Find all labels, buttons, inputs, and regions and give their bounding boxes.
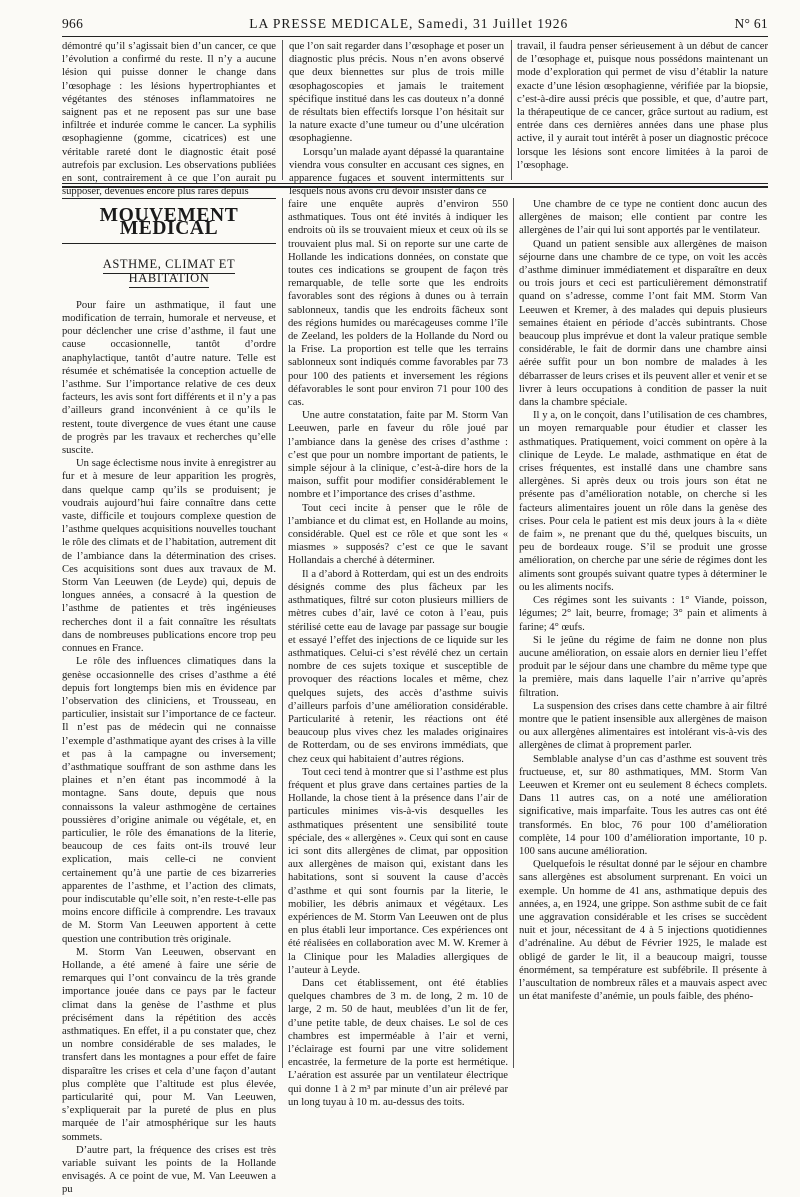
paragraph: Semblable analyse d’un cas d’asthme est souvent très fructueuse, et, sur 80 asthmatiques, MM. Storm Van Leeuwen et Kremer ont eu seulement 8 échecs complets. Dans 11 autres cas, on a noté une amélioration significative, mais imparfaite. Tous les autres cas ont été transformés. En bloc, 76 pour 100 d’amélioration complète, 14 pour 100 d’amélioration importante, 10 p. 100 sans aucune amélioration. [519, 753, 767, 857]
journal-title: LA PRESSE MEDICALE, Samedi, 31 Juillet 1926 [249, 16, 569, 31]
article-column-2 [288, 198, 508, 1108]
section-rule-thin [62, 183, 768, 184]
article-column-3 [519, 198, 767, 1068]
top-column-3 [517, 40, 768, 180]
paragraph: Ces régimes sont les suivants : 1° Viande, poisson, légumes; 2° lait, beurre, fromage; 3° pain et aliments à farine; 4° œufs. [519, 595, 767, 633]
paragraph: faire une enquête auprès d’environ 550 asthmatiques. Tous ont été invités à indiquer les endroits où ils se trouvaient mieux et ceux où ils se trouvaient plus mal. Si on reporte sur une carte de Hollande les indications données, on constate que toutes ces indications se groupent de façon très remarquable, de telle sorte que les endroits favorables sont des régions à dunes ou à terrain sablonneux, tandis que les endroits fâcheux sont des régions humides ou marécageuses comme l’île de Zeeland, les polders de la Hollande du Nord ou la Frise. La proportion est telle que les terrains sablonneux sont indiqués comme favorables par 73 pour 100 des patients et inversement les régions défavorables le sont pour environ 71 pour 100 des cas. [288, 199, 508, 409]
paragraph: Une autre constatation, faite par M. Storm Van Leeuwen, parle en faveur du rôle joué par l’ambiance dans la genèse des crises d’asthme : c’est que pour un nombre important de patients, le simple séjour à la clinique, c’est-à-dire hors de la maison, suffit pour modifier considérablement le nombre et l’importance des crises d’asthme. [288, 410, 508, 501]
paragraph: M. Storm Van Leeuwen, observant en Hollande, a été amené à faire une série de remarques qui l’ont convaincu de la très grande importance jouée dans ce pays par le facteur climat dans la genèse de l’asthme et plus précisément dans la répétition des accès asthmatiques. En effet, il a pu constater que, chez un nombre considérable de ses malades, le transfert dans les montagnes a pour effet de faire disparaître les crises et cela d’une façon d’autant plus complète que l’altitude est plus élevée, particularité qui, pour M. Van Leeuwen, s’expliquerait par la pureté de plus en plus marquée de l’air atmosphérique sur les hauts sommets. [62, 946, 276, 1143]
column-divider [511, 40, 512, 180]
paragraph: Lorsqu’un malade ayant dépassé la quarantaine viendra vous consulter en accusant ces signes, en apparence fugaces et souvent intermittents sur lesquels nous avons cru devoir insister dans ce [289, 146, 504, 198]
column-divider [513, 198, 514, 1068]
paragraph: Il a d’abord à Rotterdam, qui est un des endroits désignés comme des plus fâcheux par les asthmatiques, filtré sur coton plusieurs milliers de mètres cubes d’air, lavé ce coton à l’eau, puis stérilisé cette eau de lavage par passage sur bougie et essayé l’effet des injections de ce liquide sur les asthmatiques. Celui-ci s’est révélé chez un certain nombre de ces sujets toxique et susceptible de provoquer des réactions locales et même, chez quelques sujets, des accès d’asthme suivis d’ailleurs parfois d’une amélioration considérable. Particularité à retenir, les réactions ont été beaucoup plus vives chez les malades originaires de Rotterdam, ou de ses environs immédiats, que chez ceux qui habitaient d’autres régions. [288, 568, 508, 765]
paragraph: Quelquefois le résultat donné par le séjour en chambre sans allergènes est absolument surprenant. En voici un exemple. Un homme de 41 ans, asthmatique depuis des années, a, en 1924, une grippe. Son asthme subit de ce fait une aggravation considérable et les crises se succèdent nuit et jour, nécessitant de 4 à 5 injections quotidiennes d’adrénaline. Au début de Février 1925, le malade est obligé de garder le lit, il a beaucoup maigri, tousse énormément, sa température est subfébrile. Il présente à l’auscultation de nombreux râles et a mauvais aspect avec un état manifeste d’anémie, un pouls faible, des phéno- [519, 859, 767, 1003]
page-header [62, 16, 768, 36]
paragraph: Quand un patient sensible aux allergènes de maison séjourne dans une chambre de ce type, on voit les accès d’asthme diminuer immédiatement et disparaître en deux ou trois jours et ceci est particulièrement démonstratif quand on s’adresse, comme l’ont fait MM. Storm Van Leeuwen et Kremer, à des malades qui depuis plusieurs semaines étaient en période d’accès subintrants. Chose beaucoup plus imprévue et dont la valeur pratique semble considérable, le fait de dormir dans une chambre ainsi aérée suffit pour un bon nombre de malades à les débarrasser de leurs crises et ils peuvent aller et venir et se livrer à leurs occupations à condition de passer la nuit dans la chambre spéciale. [519, 238, 767, 409]
paragraph: Tout ceci incite à penser que le rôle de l’ambiance et du climat est, en Hollande au moins, considérable. Quel est ce rôle et que sont les « miasmes » supposés? c’est ce que le savant Hollandais a cherché à déterminer. [288, 502, 508, 567]
article-title-wrap [62, 258, 276, 284]
section-header [62, 198, 276, 244]
issue-number: N° 61 [734, 16, 768, 31]
section-rule-thick [62, 186, 768, 188]
mouvement-medical-article [62, 198, 768, 1196]
article-column-1 [62, 198, 276, 1196]
paragraph: Le rôle des influences climatiques dans la genèse occasionnelle des crises d’asthme a été depuis fort longtemps bien mis en évidence par l’observation des cliniciens, et Trousseau, en particulier, insistait sur l’importance de ce facteur. Il n’est pas de médecin qui ne connaisse l’exemple d’asthmatique ayant des crises à la ville et pas à la campagne ou inversement; d’asthmatique souffrant de son asthme dans les plaines et n’en étant pas incommodé à la montagne. Sans doute, depuis que nous connaissons la valeur asthmogène de certaines poussières d’origine animale ou végétale, et, en particulier, le rôle des émanations de la literie, beaucoup de ces faits ont-ils trouvé leur explication, mais celle-ci ne convient certainement qu’à une partie de ces bizarreries apparentes de l’asthme, et l’action des climats, pour indiscutable qu’elle soit, n’en reste-t-elle pas moins encore difficile à comprendre. Les travaux de M. Storm Van Leeuwen apportent à cette question une contribution très originale. [62, 656, 276, 945]
top-column-1 [62, 40, 276, 198]
paragraph: Tout ceci tend à montrer que si l’asthme est plus fréquent et plus grave dans certaines parties de la Hollande, la chose tient à la présence dans l’air de particules minimes vis-à-vis desquelles les asthmatiques présentent une sensibilité toute spéciale, des « allergènes ». Ceux qui sont en cause ici sont dits allergènes de climat, par opposition aux allergènes de maison qui, existant dans les habitations, sont si souvent la cause d’accès d’asthme et qui sont fournis par la literie, le mobilier, les débris animaux et végétaux. Les expériences de M. Storm Van Leeuwen ont de plus en plus établi leur importance. Ces expériences ont été réalisées en collaboration avec M. W. Kremer à la Clinique pour les Maladies allergiques de l’auteur à Leyde. [288, 766, 508, 976]
previous-article-continuation [62, 40, 768, 198]
paragraph: Il y a, on le conçoit, dans l’utilisation de ces chambres, un moyen remarquable pour étudier et classer les asthmatiques. Pratiquement, voici comment on opère à la clinique de Leyde. Le malade, asthmatique en état de crises fréquentes, est installé dans une chambre sans allergènes. Si après deux ou trois jours son état ne présente pas d’amélioration notable, on cherche si les facteurs alimentaires jouent un rôle dans la genèse des crises. Pour cela le patient est mis deux jours à la « diète de faim », ne prenant que du thé, quelques biscuits, un peu de bordeaux rouge. S’il se produit une grosse amélioration, on cherche par une série de régimes dont les aliments sont groupés suivant quatre types à déterminer le ou les aliments nocifs. [519, 410, 767, 593]
paragraph: travail, il faudra penser sérieusement à un début de cancer de l’œsophage et, puisque nous possédons maintenant un mode d’exploration qui permet de visu d’établir la nature exacte d’une lésion œsophagienne, vérifiée par la biopsie, c’est-à-dire aussi précis que possible, et que, d’autre part, la thérapeutique de ce cancer, grâce surtout au radium, est entrée dans ces dernières années dans une phase plus active, il y aurait tout intérêt à poser un diagnostic précoce lorsque les lésions sont encore limitées à la paroi de l’œsophage. [517, 41, 768, 171]
top-column-2 [289, 40, 504, 198]
paragraph: Une chambre de ce type ne contient donc aucun des allergènes de maison; elle contient par contre les allergènes de l’air qui lui sont apportés par le ventilateur. [519, 199, 767, 237]
paragraph: D’autre part, la fréquence des crises est très variable suivant les points de la Hollande envisagés. A ce point de vue, M. Van Leeuwen a pu [62, 1144, 276, 1196]
paragraph: que l’on sait regarder dans l’œsophage et poser un diagnostic plus précis. Nous n’en avons observé que deux biennettes sur plus de trois mille œsophagoscopies et jamais le traitement spécifique institué dans les cas douteux n’a donné de résultats bien effectifs lorsque l’on hésitait sur la nature exacte d’une tumeur ou d’une ulcération œsophagienne. [289, 41, 504, 145]
paragraph: Dans cet établissement, ont été établies quelques chambres de 3 m. de long, 2 m. 10 de large, 2 m. 50 de haut, meublées d’un lit de fer, d’une petite table, de deux chaises. Le sol de ces chambres est imperméable à l’air et verni, l’éclairage est fourni par une vitre solidement encastrée, la fermeture de la porte est hermétique. L’aération est assurée par un ventilateur électrique qui donne 1 à 2 m³ par minute d’un air prélevé par un long tuyau à 10 m. au-dessus des toits. [288, 977, 508, 1108]
section-title: MOUVEMENT MÉDICAL [99, 205, 239, 240]
paragraph: La suspension des crises dans cette chambre à air filtré montre que le patient insensible aux allergènes de maison ou aux allergènes alimentaires est intolérant vis-à-vis des allergènes de climat à proprement parler. [519, 700, 767, 752]
paragraph: démontré qu’il s’agissait bien d’un cancer, ce que l’évolution a confirmé du reste. Il n’y a aucune lésion qui puisse donner le change dans l’œsophage : les lésions hypertrophiantes et végétantes des sténoses inflammatoires ne saignent pas et ne reposent pas sur une base infiltrée et indurée comme le cancer. La syphilis œsophagienne (gomme, cicatrices) est une véritable rareté dont le diagnostic était posé autrefois par exclusion. Les observations publiées en sont, contrairement à ce que l’on aurait pu supposer, devenues encore plus rares depuis [62, 41, 276, 198]
header-rule [62, 36, 768, 37]
paragraph: Un sage éclectisme nous invite à enregistrer au fur et à mesure de leur apparition les progrès, dans quelque camp qu’ils se produisent; je voudrais aujourd’hui faire connaître dans cette vaste, difficile et toujours complexe question de l’asthme quelques acquisitions nouvelles touchant le rôle des climats et de l’habitation, autrement dit de l’ambiance dans la détermination des crises. Ces acquisitions sont dues aux travaux de M. Storm Van Leeuwen (de Leyde) qui, depuis de longues années, a consacré à la question de l’asthme de patientes et très ingénieuses recherches dont il a fait connaître les résultats dans de nombreuses publications encore trop peu connues en France. [62, 458, 276, 655]
paragraph: Si le jeûne du régime de faim ne donne non plus aucune amélioration, on essaie alors en dernier lieu l’effet produit par le séjour dans une chambre du même type que la première, mais dans laquelle l’air n’arrive qu’après filtration. [519, 634, 767, 699]
page-number: 966 [62, 16, 84, 31]
article-title: ASTHME, CLIMAT ET HABITATION [103, 257, 236, 287]
paragraph: Pour faire un asthmatique, il faut une modification de terrain, humorale et nerveuse, et pour déclencher une crise d’asthme, il faut une cause occasionnelle, tantôt d’ordre anaphylactique, tantôt d’autre nature. Telle est résumée et schématisée la conception actuelle de l’asthme. Sur l’importance relative de ces deux facteurs, les avis sont fort différents et il n’y a pas d’ailleurs grand inconvénient à ce qu’ils le restent, toute divergence de vues étant une cause de progrès par les travaux et recherches qu’elle suscite. [62, 299, 276, 457]
column-divider [282, 198, 283, 1068]
column-divider [282, 40, 283, 180]
